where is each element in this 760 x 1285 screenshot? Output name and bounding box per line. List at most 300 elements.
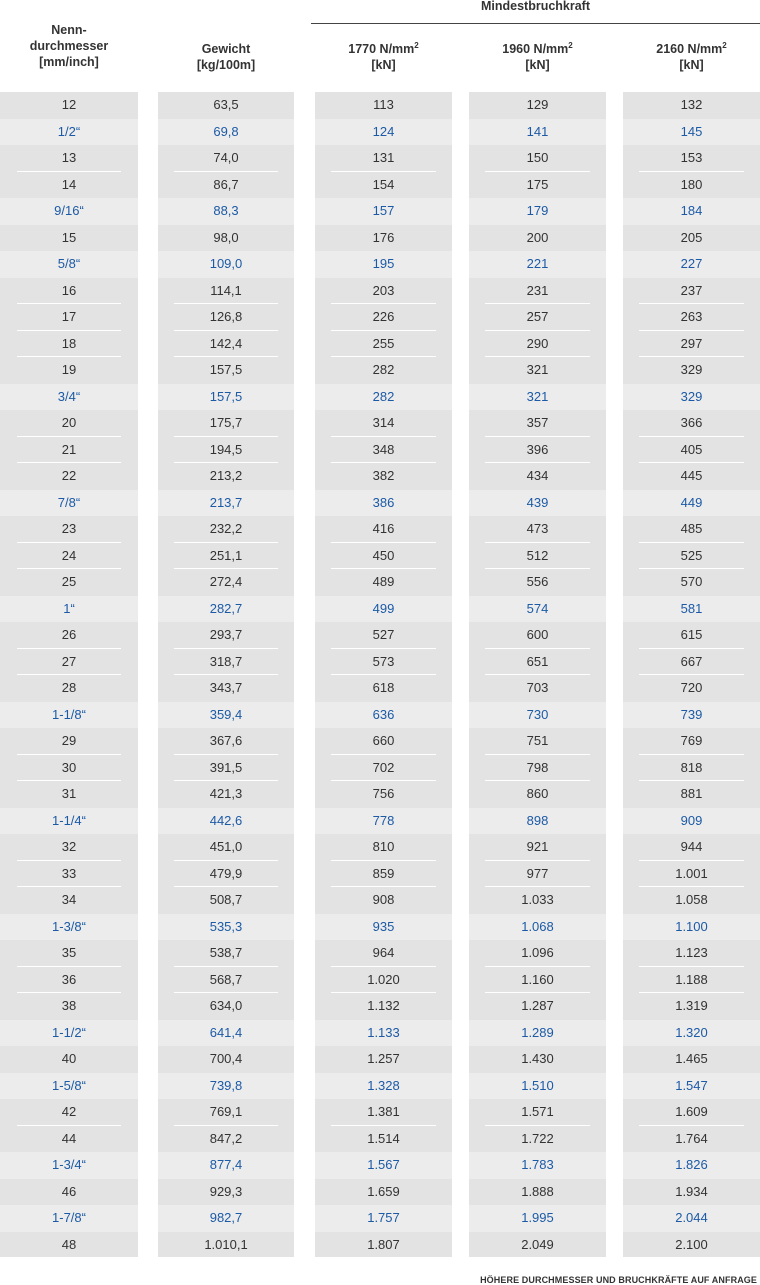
cell-value: 434: [526, 468, 549, 483]
table-cell: [469, 781, 606, 808]
cell-value: 1.888: [521, 1183, 554, 1199]
table-cell: [623, 887, 760, 914]
table-cell: [0, 145, 138, 172]
cell-value: 618: [372, 680, 395, 695]
cell-value: 769,1: [209, 1104, 243, 1119]
cell-value: 7/8“: [57, 494, 81, 510]
table-cell: [623, 357, 760, 384]
table-cell: [623, 1152, 760, 1179]
table-cell: [158, 940, 294, 967]
cell-value: 290: [526, 335, 549, 351]
header-grade-1960-exp: 2: [568, 41, 573, 50]
table-cell: [0, 596, 138, 623]
header-grade-1770-line2: [kN]: [371, 58, 396, 72]
cell-value: 479,9: [209, 865, 243, 881]
cell-value: 46: [61, 1183, 77, 1199]
cell-value: 231: [526, 282, 549, 298]
table-cell: [158, 543, 294, 570]
table-cell: [623, 914, 760, 941]
table-cell: [0, 172, 138, 199]
table-cell: [0, 649, 138, 676]
table-cell: [158, 967, 294, 994]
cell-value: 1.096: [521, 945, 554, 960]
table-cell: [469, 1073, 606, 1100]
cell-value: 778: [372, 812, 395, 828]
cell-value: 450: [372, 547, 395, 563]
cell-value: 1-3/4“: [52, 1157, 86, 1172]
table-cell: [315, 781, 452, 808]
table-cell: [623, 728, 760, 755]
cell-value: 40: [61, 1051, 77, 1066]
table-cell: [158, 304, 294, 331]
table-cell: [469, 755, 606, 782]
cell-value: 63,5: [213, 97, 239, 112]
table-cell: [469, 887, 606, 914]
cell-value: 382: [372, 468, 395, 483]
table-cell: [158, 1099, 294, 1126]
cell-value: 1.430: [521, 1051, 554, 1066]
cell-value: 74,0: [213, 150, 239, 165]
table-cell: [0, 304, 138, 331]
cell-value: 175,7: [209, 415, 243, 430]
cell-value: 1.465: [675, 1051, 708, 1066]
cell-value: 442,6: [209, 812, 243, 828]
table-cell: [315, 1126, 452, 1153]
cell-value: 19: [61, 362, 77, 377]
cell-value: 227: [680, 256, 703, 271]
table-cell: [0, 331, 138, 358]
cell-value: 877,4: [209, 1157, 243, 1172]
header-grade-2160-line1: [623, 41, 760, 57]
table-cell: [469, 993, 606, 1020]
table-cell: [623, 410, 760, 437]
cell-value: 1.160: [521, 971, 554, 987]
table-cell: [623, 145, 760, 172]
table-cell: [315, 1179, 452, 1206]
cell-value: 1.319: [675, 998, 708, 1013]
cell-value: 1.807: [367, 1236, 400, 1252]
cell-value: 30: [61, 759, 77, 775]
table-cell: [0, 622, 138, 649]
table-cell: [158, 808, 294, 835]
table-cell: [623, 437, 760, 464]
table-cell: [158, 225, 294, 252]
cell-value: 157: [372, 203, 395, 218]
table-cell: [469, 357, 606, 384]
table-cell: [158, 675, 294, 702]
table-cell: [158, 384, 294, 411]
table-cell: [315, 993, 452, 1020]
cell-value: 1.257: [367, 1051, 400, 1066]
table-cell: [623, 808, 760, 835]
cell-value: 48: [61, 1236, 77, 1252]
table-cell: [315, 1046, 452, 1073]
cell-value: 556: [526, 574, 549, 589]
cell-value: 359,4: [209, 706, 243, 722]
cell-value: 439: [526, 494, 549, 510]
table-cell: [315, 569, 452, 596]
cell-value: 293,7: [209, 627, 243, 642]
table-cell: [469, 1179, 606, 1206]
cell-value: 5/8“: [57, 256, 81, 271]
cell-value: 512: [526, 547, 549, 563]
cell-value: 573: [372, 653, 395, 669]
table-cell: [623, 463, 760, 490]
cell-value: 1.757: [367, 1210, 400, 1225]
cell-value: 1.722: [521, 1130, 554, 1146]
cell-value: 508,7: [209, 892, 243, 907]
table-cell: [469, 463, 606, 490]
cell-value: 581: [680, 600, 703, 616]
cell-value: 1.188: [675, 971, 708, 987]
table-cell: [623, 304, 760, 331]
table-cell: [623, 172, 760, 199]
table-cell: [0, 251, 138, 278]
table-cell: [623, 834, 760, 861]
table-cell: [158, 781, 294, 808]
table-cell: [623, 490, 760, 517]
cell-value: 798: [526, 759, 549, 775]
cell-value: 386: [372, 494, 395, 510]
table-cell: [315, 357, 452, 384]
table-cell: [0, 410, 138, 437]
cell-value: 257: [526, 309, 549, 324]
cell-value: 1.287: [521, 998, 554, 1013]
cell-value: 321: [526, 388, 549, 404]
cell-value: 860: [526, 786, 549, 801]
cell-value: 31: [61, 786, 77, 801]
cell-value: 348: [372, 441, 395, 457]
table-cell: [315, 1205, 452, 1232]
cell-value: 109,0: [209, 256, 243, 271]
cell-value: 1-7/8“: [52, 1210, 86, 1225]
cell-value: 1-1/2“: [52, 1024, 86, 1040]
table-cell: [158, 728, 294, 755]
table-cell: [315, 304, 452, 331]
table-cell: [158, 331, 294, 358]
table-cell: [623, 1179, 760, 1206]
cell-value: 22: [61, 468, 77, 483]
cell-value: 600: [526, 627, 549, 642]
table-cell: [158, 119, 294, 146]
cell-value: 485: [680, 521, 703, 536]
cell-value: 1.133: [367, 1024, 400, 1040]
table-cell: [469, 1126, 606, 1153]
table-cell: [623, 967, 760, 994]
cell-value: 1.123: [675, 945, 708, 960]
table-cell: [469, 119, 606, 146]
cell-value: 574: [526, 600, 549, 616]
cell-value: 660: [372, 733, 395, 748]
cell-value: 17: [61, 309, 77, 324]
cell-value: 921: [526, 839, 549, 854]
header-grade-1770-unit: 1770 N/mm: [348, 42, 415, 56]
cell-value: 150: [526, 150, 549, 165]
table-cell: [623, 251, 760, 278]
cell-value: 179: [526, 203, 549, 218]
table-cell: [158, 172, 294, 199]
cell-value: 98,0: [213, 229, 239, 245]
cell-value: 405: [680, 441, 703, 457]
cell-value: 525: [680, 547, 703, 563]
table-cell: [158, 1179, 294, 1206]
table-cell: [315, 914, 452, 941]
table-cell: [158, 490, 294, 517]
table-cell: [158, 649, 294, 676]
table-cell: [0, 808, 138, 835]
table-cell: [469, 384, 606, 411]
cell-value: 1.058: [675, 892, 708, 907]
table-cell: [0, 490, 138, 517]
table-cell: [158, 755, 294, 782]
cell-value: 1-1/4“: [52, 812, 86, 828]
table-cell: [0, 781, 138, 808]
cell-value: 944: [680, 839, 703, 854]
header-weight: [158, 41, 294, 73]
cell-value: 129: [526, 97, 549, 112]
cell-value: 35: [61, 945, 77, 960]
table-cell: [469, 596, 606, 623]
table-cell: [469, 940, 606, 967]
table-cell: [623, 596, 760, 623]
table-cell: [0, 728, 138, 755]
table-cell: [315, 225, 452, 252]
table-cell: [158, 834, 294, 861]
cell-value: 818: [680, 759, 703, 775]
cell-value: 24: [61, 547, 77, 563]
table-cell: [0, 940, 138, 967]
cell-value: 34: [61, 892, 77, 907]
cell-value: 69,8: [213, 123, 239, 139]
cell-value: 1.547: [675, 1077, 708, 1093]
header-grade-1770-exp: 2: [414, 41, 419, 50]
cell-value: 2.044: [675, 1210, 708, 1225]
table-cell: [469, 728, 606, 755]
table-cell: [623, 1205, 760, 1232]
cell-value: 898: [526, 812, 549, 828]
cell-value: 194,5: [209, 441, 243, 457]
table-cell: [623, 993, 760, 1020]
table-cell: [158, 357, 294, 384]
cell-value: 964: [372, 945, 395, 960]
cell-value: 756: [372, 786, 395, 801]
cell-value: 180: [680, 176, 703, 192]
cell-value: 200: [526, 229, 549, 245]
table-cell: [469, 172, 606, 199]
table-cell: [623, 516, 760, 543]
table-cell: [623, 940, 760, 967]
cell-value: 739,8: [209, 1077, 243, 1093]
table-cell: [315, 622, 452, 649]
cell-value: 221: [526, 256, 549, 271]
table-cell: [158, 437, 294, 464]
cell-value: 1.033: [521, 892, 554, 907]
cell-value: 1.328: [367, 1077, 400, 1093]
header-diameter-line2: durchmesser: [29, 39, 109, 53]
cell-value: 2.049: [521, 1236, 554, 1252]
cell-value: 1.381: [367, 1104, 400, 1119]
table-cell: [623, 225, 760, 252]
table-cell: [469, 516, 606, 543]
table-cell: [469, 304, 606, 331]
table-cell: [623, 331, 760, 358]
cell-value: 12: [61, 97, 77, 112]
cell-value: 226: [372, 309, 395, 324]
column-diameter: [0, 92, 138, 1257]
table-cell: [623, 384, 760, 411]
cell-value: 720: [680, 680, 703, 695]
cell-value: 1.571: [521, 1104, 554, 1119]
table-cell: [158, 1126, 294, 1153]
header-grade-2160-line2: [kN]: [679, 58, 704, 72]
table-cell: [0, 198, 138, 225]
table-cell: [158, 463, 294, 490]
table-cell: [315, 119, 452, 146]
cell-value: 213,2: [209, 468, 243, 483]
table-cell: [158, 993, 294, 1020]
cell-value: 473: [526, 521, 549, 536]
table-cell: [469, 702, 606, 729]
cell-value: 570: [680, 574, 703, 589]
table-cell: [158, 1073, 294, 1100]
cell-value: 1.320: [675, 1024, 708, 1040]
header-diameter-line3: [mm/inch]: [39, 55, 99, 69]
table-cell: [469, 251, 606, 278]
cell-value: 1-3/8“: [52, 918, 86, 934]
table-cell: [315, 1020, 452, 1047]
cell-value: 27: [61, 653, 77, 669]
table-cell: [0, 357, 138, 384]
cell-value: 881: [680, 786, 703, 801]
cell-value: 282: [372, 388, 395, 404]
table-cell: [0, 1126, 138, 1153]
table-cell: [0, 675, 138, 702]
table-cell: [315, 967, 452, 994]
table-cell: [315, 410, 452, 437]
cell-value: 667: [680, 653, 703, 669]
header-grade-1960-line1: [469, 41, 606, 57]
table-cell: [315, 331, 452, 358]
cell-value: 1.020: [367, 971, 400, 987]
cell-value: 1/2“: [57, 123, 81, 139]
table-cell: [623, 675, 760, 702]
cell-value: 1.132: [367, 998, 400, 1013]
table-cell: [623, 543, 760, 570]
cell-value: 132: [680, 97, 703, 112]
cell-value: 847,2: [209, 1130, 243, 1146]
cell-value: 195: [372, 256, 395, 271]
table-cell: [623, 278, 760, 305]
table-cell: [623, 119, 760, 146]
table-cell: [315, 808, 452, 835]
cell-value: 232,2: [209, 521, 243, 536]
cell-value: 751: [526, 733, 549, 748]
table-cell: [315, 649, 452, 676]
table-cell: [315, 463, 452, 490]
cell-value: 1.826: [675, 1157, 708, 1172]
cell-value: 416: [372, 521, 395, 536]
table-cell: [623, 702, 760, 729]
table-cell: [623, 1046, 760, 1073]
table-cell: [623, 1232, 760, 1259]
cell-value: 641,4: [209, 1024, 243, 1040]
table-cell: [158, 622, 294, 649]
table-cell: [158, 702, 294, 729]
cell-value: 272,4: [209, 574, 243, 589]
table-cell: [315, 887, 452, 914]
column-grade-1770: [315, 92, 452, 1257]
cell-value: 1.100: [675, 918, 708, 934]
table-cell: [158, 861, 294, 888]
table-cell: [469, 1205, 606, 1232]
cell-value: 1.514: [367, 1130, 400, 1146]
cell-value: 1.001: [675, 865, 708, 881]
table-cell: [469, 145, 606, 172]
table-cell: [623, 1020, 760, 1047]
header-grade-2160-exp: 2: [722, 41, 727, 50]
table-cell: [0, 516, 138, 543]
table-cell: [315, 278, 452, 305]
cell-value: 131: [372, 150, 395, 165]
table-cell: [623, 755, 760, 782]
table-cell: [158, 198, 294, 225]
table-cell: [158, 1205, 294, 1232]
cell-value: 145: [680, 123, 703, 139]
cell-value: 1.567: [367, 1157, 400, 1172]
cell-value: 329: [680, 362, 703, 377]
cell-value: 88,3: [213, 203, 239, 218]
header-grade-1960-line2: [kN]: [525, 58, 550, 72]
table-cell: [315, 702, 452, 729]
cell-value: 142,4: [209, 335, 243, 351]
cell-value: 538,7: [209, 945, 243, 960]
table-cell: [623, 569, 760, 596]
cell-value: 343,7: [209, 680, 243, 695]
cell-value: 421,3: [209, 786, 243, 801]
cell-value: 36: [61, 971, 77, 987]
table-cell: [0, 993, 138, 1020]
cell-value: 1.010,1: [204, 1236, 248, 1252]
table-cell: [623, 1126, 760, 1153]
table-cell: [469, 198, 606, 225]
cell-value: 982,7: [209, 1210, 243, 1225]
table-cell: [469, 410, 606, 437]
table-cell: [0, 278, 138, 305]
cell-value: 9/16“: [54, 203, 84, 218]
table-cell: [469, 914, 606, 941]
cell-value: 499: [372, 600, 395, 616]
table-cell: [0, 1205, 138, 1232]
table-cell: [0, 1073, 138, 1100]
cell-value: 13: [61, 150, 77, 165]
table-cell: [0, 702, 138, 729]
table-cell: [623, 1073, 760, 1100]
cell-value: 703: [526, 680, 549, 695]
cell-value: 20: [61, 415, 77, 430]
table-cell: [315, 1099, 452, 1126]
table-cell: [0, 1232, 138, 1259]
cell-value: 321: [526, 362, 549, 377]
cell-value: 42: [61, 1104, 77, 1119]
table-cell: [469, 1020, 606, 1047]
table-cell: [623, 781, 760, 808]
cell-value: 859: [372, 865, 395, 881]
table-cell: [0, 861, 138, 888]
cell-value: 237: [680, 282, 703, 298]
table-cell: [158, 516, 294, 543]
table-cell: [158, 251, 294, 278]
cell-value: 297: [680, 335, 703, 351]
